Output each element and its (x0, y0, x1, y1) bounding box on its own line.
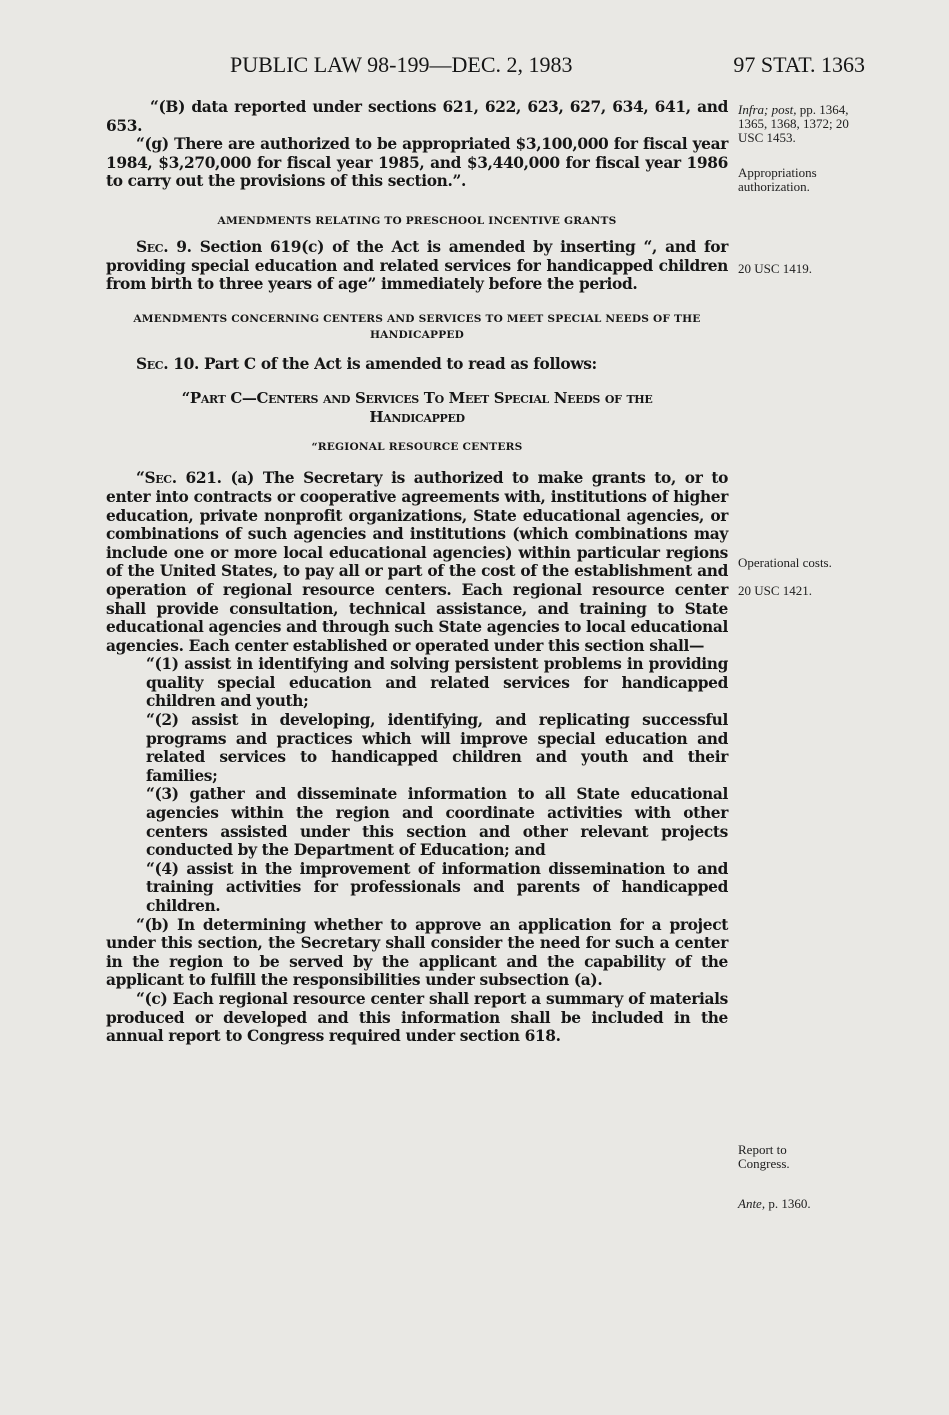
section-10 (106, 355, 728, 374)
paragraph-b-data: “(B) data reported under sections 621, 622, 623, 627, 634, 641, and 653. (106, 98, 728, 135)
margin-note-infra (738, 103, 868, 145)
heading-centers-services: AMENDMENTS CONCERNING CENTERS AND SERVICES TO MEET SPECIAL NEEDS OF THE HANDICAPPED (133, 312, 701, 341)
paragraph-b-approval: “(b) In determining whether to approve an application for a project under this section, the Secretary shall consider the need for such a center in the region to be served by the applicant and the capability of the applicant to fulfill the responsibilities under subsection (a). (106, 915, 728, 990)
margin-note-ante-rest: p. 1360. (765, 1196, 811, 1211)
paragraph-g-appropriations: “(g) There are authorized to be appropriated $3,100,000 for fiscal year 1984, $3,270,000 for fiscal year 1985, and $3,440,000 for fiscal year 1986 to carry out the provisions of this section.”. (106, 135, 728, 191)
section-621-a (106, 469, 728, 655)
margin-note-infra-rest: pp. 1364, 1365, 1368, 1372; 20 USC 1453. (738, 102, 849, 145)
margin-note-ante-italic: Ante, (738, 1196, 766, 1211)
margin-note-usc-1419: 20 USC 1419. (738, 261, 813, 276)
heading-regional-resource-centers: “REGIONAL RESOURCE CENTERS (311, 441, 523, 454)
margin-note-infra-italic: Infra; post, (738, 102, 797, 117)
list-item-3: “(3) gather and disseminate information to all State educational agencies within the region and coordinate activities with other centers assisted under this section and other relevant projects conducted by the Department of Education; and (146, 785, 728, 860)
list-item-2: “(2) assist in developing, identifying, and replicating successful programs and practices which will improve special education and related services to handicapped children and youth and their families; (146, 711, 728, 785)
page-header (100, 52, 865, 84)
section-9 (106, 238, 728, 294)
list-item-1: “(1) assist in identifying and solving persistent problems in providing quality special education and related services for handicapped children and youth; (146, 655, 728, 711)
margin-note-report-to-congress: Report to Congress. (738, 1142, 790, 1171)
part-c-heading: “Part C—Centers and Services To Meet Special Needs of the Handicapped (181, 389, 653, 427)
section-9-text: Section 619(c) of the Act is amended by inserting “, and for providing special education and related services for handicapped children from birth to three years of age” immediately before the period. (106, 237, 728, 294)
paragraph-c-report: “(c) Each regional resource center shall report a summary of materials produced or developed and this information shall be included in the annual report to Congress required under section 618. (106, 989, 728, 1046)
section-621-text: (a) The Secretary is authorized to make grants to, or to enter into contracts or cooperative agreements with, institutions of higher education, private nonprofit organizations, State educational agencies, or combinations of such agencies and institutions (which combinations may include one or more local educational agencies) within particular regions of the United States, to pay all or part of the cost of the establishment and operation of regional resource centers. Each regional resource center shall provide consultation, technical assistance, and training to State educational agencies and through such State agencies to local educational agencies. Each center established or operated under this section shall— (106, 469, 729, 655)
margin-note-ante (738, 1197, 868, 1211)
margin-note-usc-1421: 20 USC 1421. (738, 583, 813, 598)
heading-preschool-grants: AMENDMENTS RELATING TO PRESCHOOL INCENTIVE GRANTS (217, 214, 617, 227)
section-9-label: Sec. 9. (136, 237, 192, 256)
section-10-label: Sec. 10. (136, 354, 199, 373)
margin-note-operational-costs: Operational costs. (738, 555, 832, 570)
section-621-label: “Sec. 621. (136, 469, 222, 488)
law-body-text (106, 98, 728, 1046)
public-law-title: PUBLIC LAW 98-199—DEC. 2, 1983 (230, 52, 573, 77)
list-item-4: “(4) assist in the improvement of information dissemination to and training activities for professionals and parents of handicapped children. (146, 859, 728, 915)
section-10-text: Part C of the Act is amended to read as follows: (198, 354, 597, 373)
margin-note-appropriations: Appropriations authorization. (738, 165, 817, 194)
statute-page-number: 97 STAT. 1363 (733, 52, 865, 77)
